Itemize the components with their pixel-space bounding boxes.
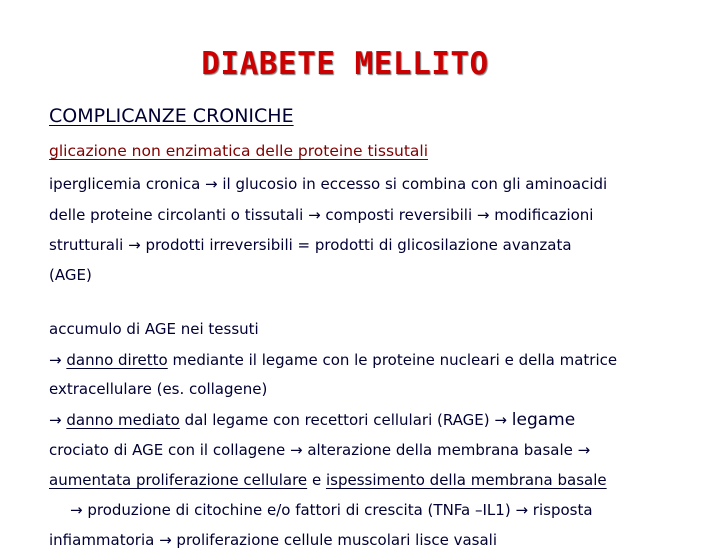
- paragraph2-line2: [49, 351, 617, 369]
- line-text: mediante il legame con le proteine nucleari e della matrice: [172, 351, 618, 369]
- paragraph2-line3: extracellulare (es. collagene): [49, 380, 268, 398]
- conjunction: e: [311, 471, 322, 489]
- line-text: dal legame con recettori cellulari (RAGE) →: [184, 411, 507, 429]
- paragraph2-line8: infiammatoria → proliferazione cellule muscolari lisce vasali: [49, 531, 497, 549]
- arrow: →: [49, 351, 62, 369]
- paragraph1-line4: (AGE): [49, 266, 92, 284]
- arrow: →: [49, 411, 62, 429]
- paragraph1-line1: iperglicemia cronica → il glucosio in eccesso si combina con gli aminoacidi: [49, 175, 608, 193]
- slide-subtitle: COMPLICANZE CRONICHE: [49, 105, 294, 127]
- paragraph2-line1: accumulo di AGE nei tessuti: [49, 320, 259, 338]
- paragraph2-line4: [49, 410, 575, 430]
- underlined-term-ispessimento: ispessimento della membrana basale: [325, 471, 607, 489]
- underlined-term-proliferazione: aumentata proliferazione cellulare: [49, 471, 308, 489]
- paragraph2-line5: crociato di AGE con il collagene → alterazione della membrana basale →: [49, 441, 591, 459]
- line-text-end: legame: [511, 410, 576, 430]
- paragraph1-line3: strutturali → prodotti irreversibili = prodotti di glicosilazione avanzata: [49, 236, 572, 254]
- paragraph1-line2: delle proteine circolanti o tissutali → composti reversibili → modificazioni: [49, 206, 594, 224]
- paragraph2-line6: [49, 471, 607, 489]
- paragraph2-line7: → produzione di citochine e/o fattori di crescita (TNFa –IL1) → risposta: [70, 501, 593, 519]
- section-heading: glicazione non enzimatica delle proteine tissutali: [49, 142, 429, 160]
- underlined-term-danno-diretto: danno diretto: [66, 351, 168, 369]
- underlined-term-danno-mediato: danno mediato: [66, 411, 180, 429]
- slide-title: DIABETE MELLITO: [201, 46, 489, 82]
